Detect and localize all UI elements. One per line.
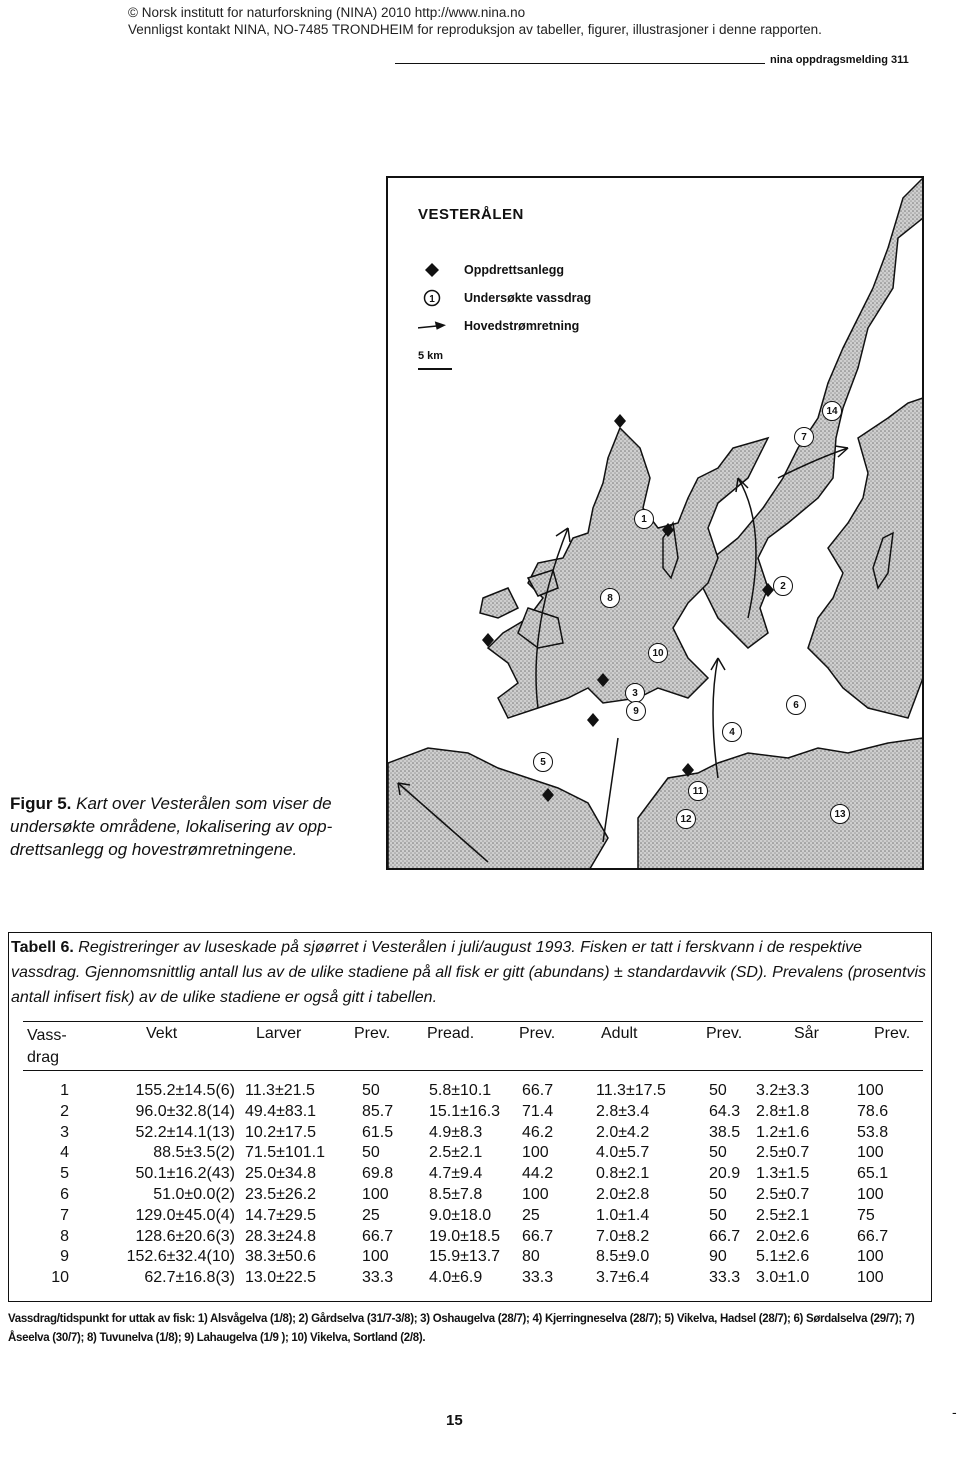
table-cell: 3.7±6.4 xyxy=(596,1269,650,1287)
table-cell: 0.8±2.1 xyxy=(596,1165,650,1183)
table-row xyxy=(9,1103,929,1125)
table-cell: 9.0±18.0 xyxy=(429,1206,492,1224)
table-cell: 50.1±16.2(43) xyxy=(135,1165,235,1183)
table-cell: 11.3±21.5 xyxy=(245,1082,315,1099)
table-cell: 49.4±83.1 xyxy=(245,1102,317,1120)
table-cell: 1.2±1.6 xyxy=(756,1123,810,1141)
table-row xyxy=(9,1165,929,1187)
table-cell: 100 xyxy=(522,1144,549,1162)
legend-watercourse xyxy=(418,288,591,308)
table-cell: 28.3±24.8 xyxy=(245,1227,317,1245)
table-cell: 100 xyxy=(857,1082,884,1099)
diamond-icon xyxy=(418,263,446,277)
table-cell: 53.8 xyxy=(857,1123,889,1141)
table-cell: 64.3 xyxy=(709,1102,741,1120)
scale-bar xyxy=(418,368,452,370)
table-cell: 75 xyxy=(857,1206,875,1224)
table-cell: 44.2 xyxy=(522,1165,554,1183)
table-cell: 3.0±1.0 xyxy=(756,1269,810,1287)
table-cell: 4.9±8.3 xyxy=(429,1123,483,1141)
running-header-rule xyxy=(395,63,765,64)
table-cell: 4.0±5.7 xyxy=(596,1144,650,1162)
table-cell: 2.8±1.8 xyxy=(756,1102,810,1120)
table-cell: 2.5±0.7 xyxy=(756,1186,810,1203)
legend-current xyxy=(418,316,579,336)
site-marker-1: 1 xyxy=(634,509,654,529)
table-cell: 66.7 xyxy=(857,1227,889,1245)
table-cell: 5 xyxy=(60,1165,69,1183)
table-cell: 20.9 xyxy=(709,1165,741,1183)
landmass xyxy=(388,178,923,870)
table-cell: 8.5±7.8 xyxy=(429,1186,483,1203)
table-cell: 65.1 xyxy=(857,1165,889,1183)
table-cell: 25 xyxy=(362,1206,380,1224)
table-cell: 50 xyxy=(709,1186,727,1203)
legend-circle-number: 1 xyxy=(429,294,435,305)
table-cell: 2.5±2.1 xyxy=(756,1206,810,1224)
table-cell: 100 xyxy=(362,1248,389,1266)
table-row xyxy=(9,1228,929,1250)
table-cell: 88.5±3.5(2) xyxy=(153,1144,235,1162)
site-marker-7: 7 xyxy=(794,427,814,447)
site-marker-8: 8 xyxy=(600,588,620,608)
table-cell: 50 xyxy=(709,1144,727,1162)
site-marker-6: 6 xyxy=(786,695,806,715)
table-cell: 23.5±26.2 xyxy=(245,1186,317,1203)
table-cell: 2.0±4.2 xyxy=(596,1123,650,1141)
site-marker-3: 3 xyxy=(625,683,645,703)
table-cell: 152.6±32.4(10) xyxy=(126,1248,235,1266)
table-cell: 13.0±22.5 xyxy=(245,1269,317,1287)
column-header: Adult xyxy=(601,1025,638,1042)
figure-label: Figur 5. xyxy=(10,794,72,813)
table-cell: 3.2±3.3 xyxy=(756,1082,810,1099)
site-marker-2: 2 xyxy=(773,576,793,596)
lice-table xyxy=(8,932,932,1302)
table-cell: 2.0±2.8 xyxy=(596,1186,650,1203)
table-cell: 1.0±1.4 xyxy=(596,1206,650,1224)
table-cell: 2.0±2.6 xyxy=(756,1227,810,1245)
table-cell: 33.3 xyxy=(362,1269,394,1287)
copyright-line-1: © Norsk institutt for naturforskning (NINA) 2010 http://www.nina.no xyxy=(128,5,526,20)
table-row xyxy=(9,1248,929,1270)
table-cell: 3 xyxy=(60,1123,69,1141)
site-marker-13: 13 xyxy=(830,804,850,824)
site-marker-14: 14 xyxy=(822,401,842,421)
table-cell: 7 xyxy=(60,1206,69,1224)
table-cell: 4.7±9.4 xyxy=(429,1165,483,1183)
table-cell: 71.5±101.1 xyxy=(245,1144,325,1162)
table-row xyxy=(9,1082,929,1104)
series-number: oppdragsmelding 311 xyxy=(795,54,909,66)
table-cell: 100 xyxy=(522,1186,549,1203)
table-cell: 50 xyxy=(362,1144,380,1162)
table-cell: 51.0±0.0(2) xyxy=(153,1186,235,1203)
table-cell: 1.3±1.5 xyxy=(756,1165,810,1183)
table-cell: 38.3±50.6 xyxy=(245,1248,317,1266)
table-cell: 33.3 xyxy=(709,1269,741,1287)
table-cell: 50 xyxy=(362,1082,380,1099)
table-footnote: Vassdrag/tidspunkt for uttak av fisk: 1) Alsvågelva (1/8); 2) Gårdselva (31/7-3/8); 3) Oshaugelva (28/7); 4) Kjerringneselva (28/7); 5) Vikelva, Hadsel (28/7); 6) Sørdalselva (29/7); 7) Åseelva (30/7); 8) Tuvunelva (1/8); 9) Lahaugelva (1/9 ); 10) Vikelva, Sortland (2/8). xyxy=(8,1313,915,1344)
table-row xyxy=(9,1144,929,1166)
table-cell: 6 xyxy=(60,1186,69,1203)
site-marker-9: 9 xyxy=(626,701,646,721)
circled-number-icon xyxy=(418,289,446,307)
arrow-icon xyxy=(418,320,446,332)
table-cell: 52.2±14.1(13) xyxy=(135,1123,235,1141)
table-cell: 100 xyxy=(362,1186,389,1203)
table-caption-text: Registreringer av luseskade på sjøørret i Vesterålen i juli/august 1993. Fisken er tatt i ferskvann i de respektive vassdrag. Gjennomsnittlig antall lus av de ulike stadiene på all fisk er gitt (abundans) ± standardavvik (SD). Prevalens (prosentvis antall infisert fisk) av de ulike stadiene er også gitt i tabellen. xyxy=(11,939,926,1006)
site-marker-12: 12 xyxy=(676,809,696,829)
table-cell: 100 xyxy=(857,1144,884,1162)
table-cell: 66.7 xyxy=(362,1227,394,1245)
figure-text: Kart over Vesterålen som viser de undersøkte områdene, lokalisering av opp-drettsanlegg og hovestrømretningene. xyxy=(10,794,333,859)
column-header: Pread. xyxy=(427,1025,475,1042)
header-rule-bottom xyxy=(23,1070,923,1071)
table-cell: 2.5±0.7 xyxy=(756,1144,810,1162)
running-header xyxy=(770,54,909,66)
table-cell: 66.7 xyxy=(522,1082,554,1099)
table-cell: 100 xyxy=(857,1248,884,1266)
table-cell: 15.9±13.7 xyxy=(429,1248,501,1266)
scale-label: 5 km xyxy=(418,350,444,362)
legend-farm-label: Oppdrettsanlegg xyxy=(464,263,565,277)
table-cell: 11.3±17.5 xyxy=(596,1082,666,1099)
table-cell: 66.7 xyxy=(709,1227,741,1245)
table-cell: 38.5 xyxy=(709,1123,741,1141)
table-cell: 19.0±18.5 xyxy=(429,1227,501,1245)
map-drawing xyxy=(388,178,924,870)
table-cell: 7.0±8.2 xyxy=(596,1227,650,1245)
table-cell: 80 xyxy=(522,1248,540,1266)
table-cell: 90 xyxy=(709,1248,727,1266)
table-cell: 69.8 xyxy=(362,1165,394,1183)
table-row xyxy=(9,1269,929,1291)
table-cell: 14.7±29.5 xyxy=(245,1206,317,1224)
column-header: Prev. xyxy=(874,1025,911,1042)
table-cell: 96.0±32.8(14) xyxy=(135,1102,235,1120)
table-cell: 85.7 xyxy=(362,1102,394,1120)
legend-watercourse-label: Undersøkte vassdrag xyxy=(464,291,592,305)
table-cell: 25 xyxy=(522,1206,540,1224)
site-marker-11: 11 xyxy=(688,781,708,801)
table-cell: 4.0±6.9 xyxy=(429,1269,483,1287)
table-label: Tabell 6. xyxy=(11,939,74,956)
column-header: Larver xyxy=(256,1025,302,1042)
table-cell: 5.8±10.1 xyxy=(429,1082,492,1099)
table-cell: 61.5 xyxy=(362,1123,394,1141)
page-number: 15 xyxy=(446,1412,463,1429)
table-row xyxy=(9,1186,929,1208)
table-cell: 50 xyxy=(709,1082,727,1099)
site-marker-4: 4 xyxy=(722,722,742,742)
table-cell: 10.2±17.5 xyxy=(245,1123,317,1141)
legend-farm xyxy=(418,260,564,280)
table-cell: 15.1±16.3 xyxy=(429,1102,501,1120)
table-cell: 10 xyxy=(51,1269,69,1287)
table-cell: 9 xyxy=(60,1248,69,1266)
column-header: Vass-drag xyxy=(27,1027,67,1066)
table-cell: 100 xyxy=(857,1269,884,1287)
column-header: Prev. xyxy=(706,1025,743,1042)
table-cell: 71.4 xyxy=(522,1102,554,1120)
column-header: Sår xyxy=(794,1025,819,1042)
header-rule-top xyxy=(23,1021,923,1022)
table-cell: 78.6 xyxy=(857,1102,889,1120)
page-dash: - xyxy=(952,1404,957,1420)
series-name: nina xyxy=(770,54,793,66)
table-cell: 33.3 xyxy=(522,1269,554,1287)
table-cell: 2 xyxy=(60,1102,69,1120)
table-cell: 5.1±2.6 xyxy=(756,1248,810,1266)
table-cell: 8 xyxy=(60,1227,69,1245)
table-cell: 46.2 xyxy=(522,1123,554,1141)
table-row xyxy=(9,1207,929,1229)
table-cell: 62.7±16.8(3) xyxy=(144,1269,235,1287)
legend-current-label: Hovedstrømretning xyxy=(464,319,580,333)
table-cell: 155.2±14.5(6) xyxy=(135,1082,235,1099)
table-caption xyxy=(9,935,929,1010)
copyright-line-2: Vennligst kontakt NINA, NO-7485 TRONDHEIM for reproduksjon av tabeller, figurer, illustrasjoner i denne rapporten. xyxy=(128,22,822,37)
table-cell: 128.6±20.6(3) xyxy=(135,1227,235,1245)
column-header: Prev. xyxy=(519,1025,556,1042)
column-header: Prev. xyxy=(354,1025,391,1042)
table-row xyxy=(9,1124,929,1146)
site-marker-10: 10 xyxy=(648,643,668,663)
vesteralen-map xyxy=(386,176,924,870)
column-header: Vekt xyxy=(146,1025,178,1042)
site-marker-5: 5 xyxy=(533,752,553,772)
table-cell: 66.7 xyxy=(522,1227,554,1245)
figure-caption xyxy=(10,792,380,861)
table-cell: 4 xyxy=(60,1144,69,1162)
table-cell: 1 xyxy=(60,1082,69,1099)
table-cell: 25.0±34.8 xyxy=(245,1165,317,1183)
table-cell: 50 xyxy=(709,1206,727,1224)
table-cell: 8.5±9.0 xyxy=(596,1248,650,1266)
copyright-notice xyxy=(128,4,822,38)
table-cell: 2.5±2.1 xyxy=(429,1144,483,1162)
map-title: VESTERÅLEN xyxy=(418,206,524,223)
table-cell: 100 xyxy=(857,1186,884,1203)
table-cell: 2.8±3.4 xyxy=(596,1102,650,1120)
table-cell: 129.0±45.0(4) xyxy=(135,1206,235,1224)
